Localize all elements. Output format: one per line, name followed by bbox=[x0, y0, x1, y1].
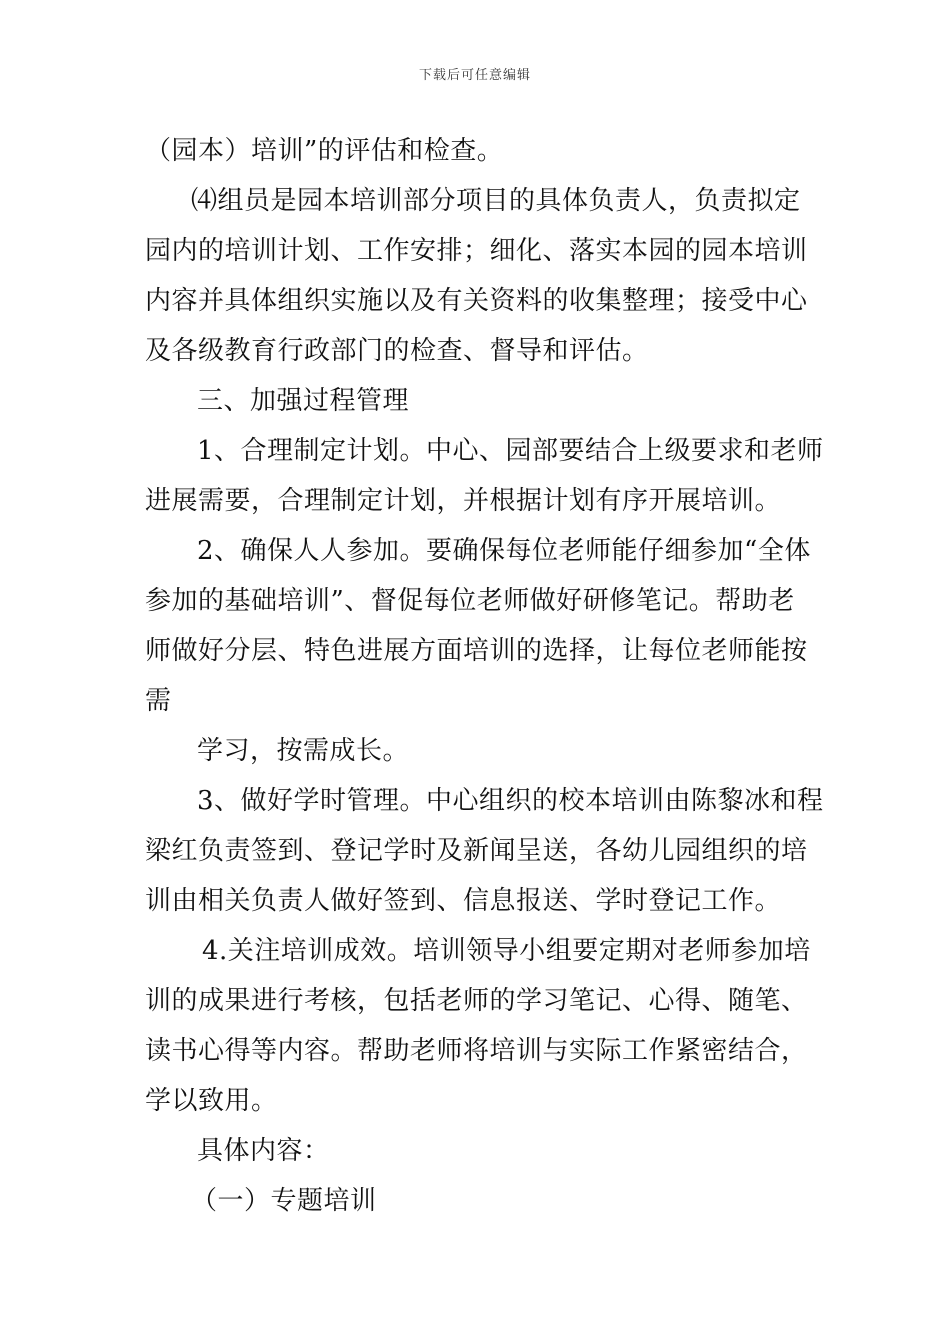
text-line: 训的成果进行考核，包括老师的学习笔记、心得、随笔、 bbox=[145, 986, 808, 1016]
text-line: 及各级教育行政部门的检查、督导和评估。 bbox=[145, 336, 649, 366]
text-line: 学以致用。 bbox=[145, 1086, 278, 1116]
text-line: ⑷组员是园本培训部分项目的具体负责人，负责拟定 bbox=[191, 186, 801, 216]
text-line: 3、做好学时管理。中心组织的校本培训由陈黎冰和程 bbox=[197, 786, 824, 816]
text-line: 进展需要，合理制定计划，并根据计划有序开展培训。 bbox=[145, 486, 782, 516]
text-line: （园本）培训”的评估和检查。 bbox=[145, 136, 504, 166]
text-line: 参加的基础培训”、督促每位老师做好研修笔记。帮助老 bbox=[145, 586, 795, 616]
section-heading: 三、加强过程管理 bbox=[197, 386, 410, 416]
text-line: 1、合理制定计划。中心、园部要结合上级要求和老师 bbox=[197, 436, 824, 466]
text-line: 梁红负责签到、登记学时及新闻呈送，各幼儿园组织的培 bbox=[145, 836, 808, 866]
text-line: 训由相关负责人做好签到、信息报送、学时登记工作。 bbox=[145, 886, 782, 916]
text-line: 4.关注培训成效。培训领导小组要定期对老师参加培 bbox=[202, 936, 811, 966]
document-body bbox=[145, 126, 824, 1226]
text-line: 师做好分层、特色进展方面培训的选择，让每位老师能按 bbox=[145, 636, 808, 666]
text-line: 内容并具体组织实施以及有关资料的收集整理；接受中心 bbox=[145, 286, 808, 316]
section-heading: （一）专题培训 bbox=[191, 1186, 377, 1216]
text-line: 园内的培训计划、工作安排；细化、落实本园的园本培训 bbox=[145, 236, 808, 266]
text-line: 需 bbox=[145, 686, 172, 716]
page-header: 下载后可任意编辑 bbox=[418, 68, 531, 83]
section-heading: 具体内容： bbox=[197, 1136, 330, 1166]
text-line: 2、确保人人参加。要确保每位老师能仔细参加“全体 bbox=[197, 536, 811, 566]
text-line: 学习，按需成长。 bbox=[197, 736, 410, 766]
text-line: 读书心得等内容。帮助老师将培训与实际工作紧密结合， bbox=[145, 1036, 808, 1066]
